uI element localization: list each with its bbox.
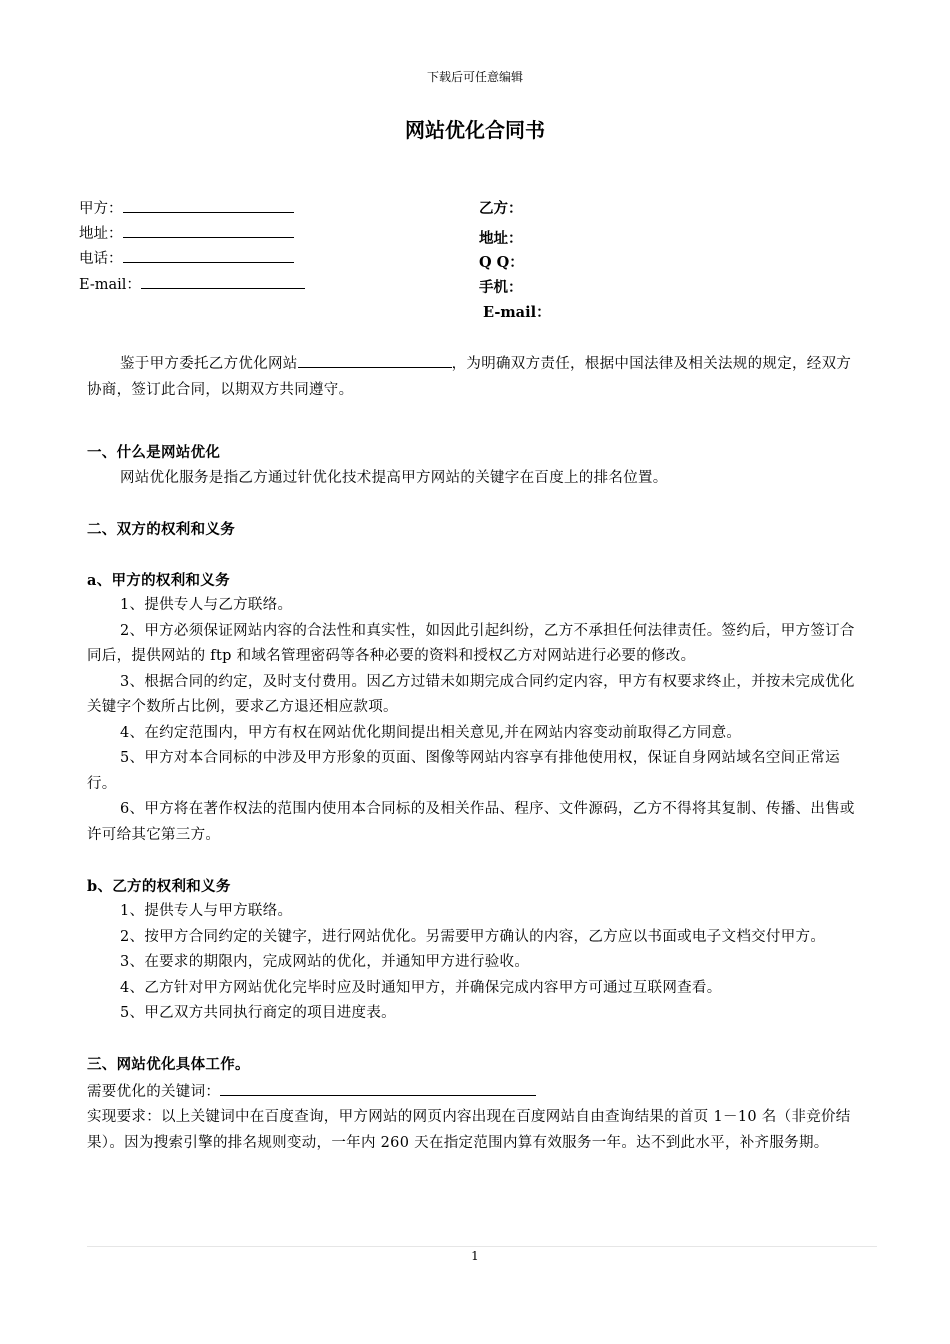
footer-divider	[87, 1246, 877, 1247]
section2b-item: 1、提供专人与甲方联络。	[120, 903, 293, 919]
section2b-heading: b、乙方的权利和义务	[87, 877, 231, 895]
party-a-address-label: 地址：	[79, 226, 123, 242]
page-number: 1	[471, 1249, 479, 1263]
party-a-name-row	[79, 198, 294, 219]
keywords-blank	[220, 1078, 536, 1096]
website-name-blank	[298, 350, 452, 368]
party-a-address-blank	[123, 223, 294, 238]
section2a-heading: a、甲方的权利和义务	[87, 571, 230, 589]
party-b-name-label: 乙方：	[479, 200, 523, 217]
section2a-item: 2、甲方必须保证网站内容的合法性和真实性，如因此引起纠纷，乙方不承担任何法律责任。签约后，甲方签订合同后，提供网站的 ftp 和域名管理密码等各种必要的资料和授权乙方对网站进行必要的修改。	[87, 622, 855, 664]
party-a-name-blank	[123, 198, 294, 213]
keywords-row	[87, 1078, 857, 1106]
party-a-email-label: E-mail：	[79, 277, 141, 293]
document-title: 网站优化合同书	[405, 118, 545, 142]
section3-heading: 三、网站优化具体工作。	[87, 1056, 250, 1073]
section2b-item: 4、乙方针对甲方网站优化完毕时应及时通知甲方，并确保完成内容甲方可通过互联网查看。	[120, 979, 722, 996]
keywords-label: 需要优化的关键词：	[87, 1083, 221, 1100]
party-b-email-label: E-mail：	[483, 304, 551, 321]
section2a-item: 4、在约定范围内，甲方有权在网站优化期间提出相关意见,并在网站内容变动前取得乙方同意。	[120, 724, 742, 741]
section2a-item: 3、根据合同的约定，及时支付费用。因乙方过错未如期完成合同约定内容，甲方有权要求终止，并按未完成优化关键字个数所占比例，要求乙方退还相应款项。	[87, 673, 855, 715]
section2a-item: 1、提供专人与乙方联络。	[120, 597, 293, 613]
intro-paragraph	[87, 350, 857, 403]
party-a-phone-row	[79, 248, 294, 269]
party-a-email-row	[79, 274, 305, 295]
header-note: 下载后可任意编辑	[426, 70, 523, 84]
intro-text-start: 鉴于甲方委托乙方优化网站	[120, 356, 298, 372]
party-a-name-label: 甲方：	[79, 201, 123, 217]
section1-heading: 一、什么是网站优化	[87, 444, 221, 461]
party-a-email-blank	[141, 274, 305, 289]
section2b-item: 3、在要求的期限内，完成网站的优化，并通知甲方进行验收。	[120, 954, 530, 970]
contract-body	[87, 350, 857, 1156]
section2-heading: 二、双方的权利和义务	[87, 520, 235, 538]
section2b-item: 5、甲乙双方共同执行商定的项目进度表。	[120, 1005, 396, 1021]
party-a-phone-label: 电话：	[79, 251, 123, 267]
party-a-address-row	[79, 223, 294, 244]
section2a-item: 5、甲方对本合同标的中涉及甲方形象的页面、图像等网站内容享有排他使用权，保证自身网站域名空间正常运行。	[87, 750, 840, 792]
party-b-address-label: 地址：	[479, 230, 523, 247]
section1-body: 网站优化服务是指乙方通过针优化技术提高甲方网站的关键字在百度上的排名位置。	[120, 469, 668, 486]
section3-requirement: 实现要求：以上关键词中在百度查询，甲方网站的网页内容出现在百度网站自由查询结果的首页 1－10 名（非竞价结果）。因为搜索引擎的排名规则变动，一年内 260 天在指定范围内算有效服务一年。达不到此水平，补齐服务期。	[87, 1109, 851, 1151]
party-b-qq-label: Q Q：	[479, 254, 524, 271]
party-b-mobile-label: 手机：	[479, 279, 523, 296]
party-a-phone-blank	[123, 248, 294, 263]
intro-text-end: ，为明确双方责任，根据中国法律及相关法规的规定，经双方协商，签订此合同，以期双方共同遵守。	[87, 356, 852, 398]
section2a-item: 6、甲方将在著作权法的范围内使用本合同标的及相关作品、程序、文件源码，乙方不得将其复制、传播、出售或许可给其它第三方。	[87, 801, 855, 843]
section2b-item: 2、按甲方合同约定的关键字，进行网站优化。另需要甲方确认的内容，乙方应以书面或电子文档交付甲方。	[120, 928, 826, 945]
